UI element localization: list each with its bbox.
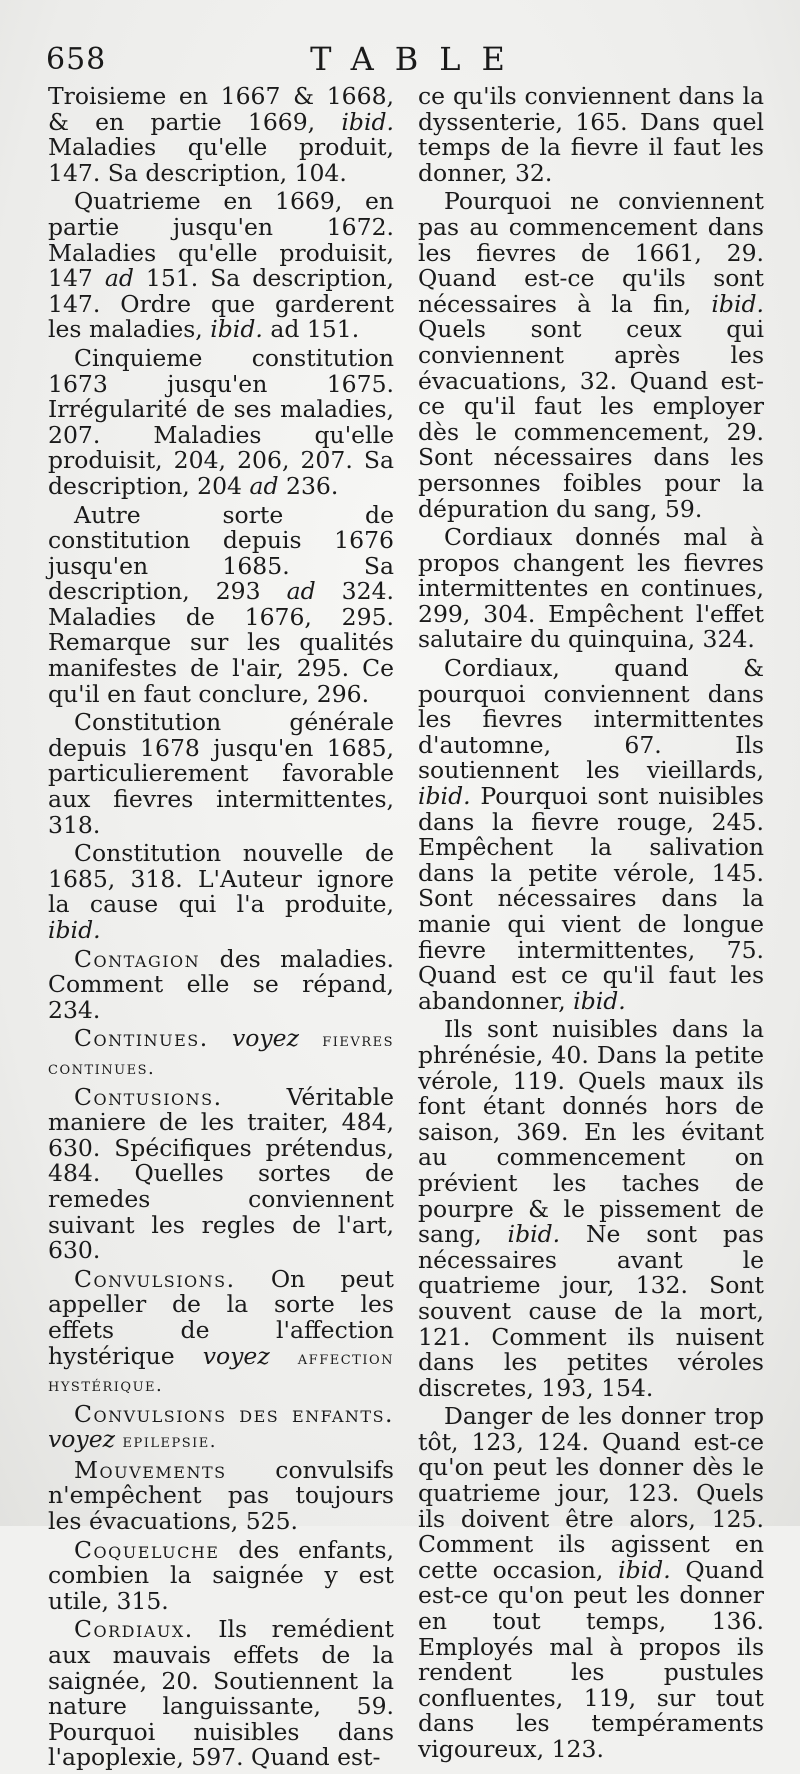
entry-text: Pourquoi sont nuisibles dans la fievre rouge, 245. Empêchent la salivation dans la petite vérole, 145. Sont nécessaires dans la manie qui vient de longue fievre intermittentes, 75. Quand est ce qu'il faut les abandonner, [418, 782, 764, 1015]
cross-reference: fievres continues. [48, 1030, 394, 1079]
page-number: 658 [46, 42, 107, 77]
italic-text: voyez [202, 1341, 270, 1370]
index-entry [48, 84, 394, 186]
cross-reference: epilepsie. [122, 1431, 217, 1453]
italic-text: ibid. [618, 1555, 671, 1584]
index-entry [48, 1617, 394, 1771]
italic-text: ibid. [711, 289, 764, 318]
italic-text: voyez [48, 1425, 115, 1454]
entry-text: Troisieme en 1667 & 1668, & en partie 1669, [48, 82, 394, 136]
italic-text: ibid. [418, 782, 471, 811]
entry-text: Pourquoi ne conviennent pas au commencement dans les fievres de 1661, 29. Quand est-ce qu'ils sont nécessaires à la fin, [418, 187, 764, 318]
right-column [418, 84, 764, 1766]
index-entry [48, 189, 394, 343]
entry-text: des maladies. Comment elle se répand, 234. [48, 944, 394, 1024]
headword: Contusions. [74, 1082, 223, 1111]
index-entry [48, 710, 394, 838]
entry-text: des enfants, combien la saignée y est utile, 315. [48, 1535, 394, 1615]
entry-text: convulsifs n'empêchent pas toujours les évacuations, 525. [48, 1455, 394, 1536]
italic-text: ibid. [341, 107, 394, 136]
entry-text: Véritable maniere de les traiter, 484, 630. Spécifiques prétendus, 484. Quelles sortes de remedes conviennent suivant les regles de l'art, 630. [48, 1082, 394, 1265]
entry-text: Autre sorte de constitution depuis 1676 jusqu'en 1685. Sa description, 293 [48, 500, 394, 606]
headword: Continues. [74, 1024, 209, 1053]
entry-text: Quels sont ceux qui conviennent après les évacuations, 32. Quand est-ce qu'il faut les employer dès le commencement, 29. Sont nécessaires dans les personnes foibles pour la dépuration du sang, 59. [418, 315, 764, 523]
headword: Cordiaux. [74, 1615, 194, 1644]
index-entry [48, 1455, 394, 1536]
headword: Convulsions. [74, 1264, 236, 1293]
index-entry [48, 1264, 394, 1399]
italic-text: ibid. [210, 315, 263, 344]
entry-text: Constitution générale depuis 1678 jusqu'en 1685, particulierement favorable aux fievres intermittentes, 318. [48, 708, 394, 839]
headword: Convulsions des enfants. [74, 1399, 394, 1428]
entry-text: Cinquieme constitution 1673 jusqu'en 1675. Irrégularité de ses maladies, 207. Maladies qu'elle produisit, 204, 206, 207. Sa description, 204 [48, 343, 394, 500]
index-entry [48, 1535, 394, 1615]
column-gutter [404, 84, 405, 1474]
italic-text: ad [104, 264, 134, 293]
entry-text [209, 1024, 232, 1052]
entry-text: ce qu'ils conviennent dans la dyssenterie, 165. Dans quel temps de la fievre il faut les donner, 32. [418, 82, 764, 187]
italic-text: ibid. [573, 986, 626, 1015]
italic-text: voyez [231, 1024, 299, 1053]
running-title: TABLE [310, 40, 526, 78]
entry-text: On peut appeller de la sorte les effets de l'affection hystérique [48, 1264, 394, 1370]
italic-text: ad [249, 471, 279, 500]
left-column [48, 84, 394, 1774]
entry-text: Danger de les donner trop tôt, 123, 124. Quand est-ce qu'on peut les donner dès le quatrieme jour, 123. Quels ils doivent être alors, 125. Comment ils agissent en cette occasion, [418, 1402, 764, 1584]
entry-text: Cordiaux, quand & pourquoi conviennent dans les fievres intermittentes d'automne, 67. Ils soutiennent les vieillards, [418, 654, 764, 785]
entry-text: Maladies qu'elle produit, 147. Sa description, 104. [48, 133, 394, 187]
cross-reference: affection hystérique. [48, 1347, 394, 1397]
index-entry [48, 1082, 394, 1265]
entry-text: 236. [278, 471, 339, 500]
italic-text: ad [286, 577, 316, 606]
index-entry [48, 944, 394, 1024]
italic-text: ibid. [48, 916, 101, 944]
index-entry [48, 1026, 394, 1081]
index-entry [418, 525, 764, 653]
headword: Mouvements [74, 1455, 227, 1484]
entry-text: Ils remédient aux mauvais effets de la saignée, 20. Soutiennent la nature languissante, 59. Pourquoi nuisibles dans l'apoplexie, 597. Quand est- [48, 1615, 394, 1772]
entry-text [270, 1342, 298, 1370]
index-entry [418, 1017, 764, 1401]
entry-text: Quand est-ce qu'on peut les donner en tout temps, 136. Employés mal à propos ils rendent les pustules confluentes, 119, sur tout dans les tempéraments vigoureux, 123. [418, 1555, 764, 1763]
index-entry [48, 841, 394, 943]
index-entry [418, 189, 764, 522]
headword: Contagion [74, 944, 201, 973]
index-entry [48, 343, 394, 500]
italic-text: ibid. [507, 1220, 561, 1249]
entry-text: Ils sont nuisibles dans la phrénésie, 40. Dans la petite vérole, 119. Quels maux ils font étant donnés hors de saison, 369. En les évitant au commencement on prévient les taches de pourpre & le pissement de sang, [418, 1015, 764, 1249]
entry-text: Quatrieme en 1669, en partie jusqu'en 1672. Maladies qu'elle produisit, 147 [48, 187, 394, 293]
index-entry [418, 84, 764, 186]
index-entry [48, 500, 394, 708]
page-header [40, 38, 760, 82]
entry-text [299, 1024, 322, 1052]
entry-text: Cordiaux donnés mal à propos changent les fievres intermittentes en continues, 299, 304. Empêchent l'effet salutaire du quinquina, 324. [418, 523, 764, 654]
entry-text: Constitution nouvelle de 1685, 318. L'Auteur ignore la cause qui l'a produite, [48, 839, 394, 919]
index-entry [48, 1399, 394, 1455]
headword: Coqueluche [74, 1535, 220, 1564]
entry-text: Ne sont pas nécessaires avant le quatrieme jour, 132. Sont souvent cause de la mort, 121. Comment ils nuisent dans les petites véroles discretes, 193, 154. [418, 1220, 764, 1402]
index-entry [418, 656, 764, 1014]
entry-text: ad 151. [262, 315, 360, 344]
entry-text: 324. Maladies de 1676, 295. Remarque sur les qualités manifestes de l'air, 295. Ce qu'il en faut conclure, 296. [48, 577, 394, 708]
entry-text: 151. Sa description, 147. Ordre que garderent les maladies, [48, 264, 394, 344]
index-entry [418, 1404, 764, 1762]
